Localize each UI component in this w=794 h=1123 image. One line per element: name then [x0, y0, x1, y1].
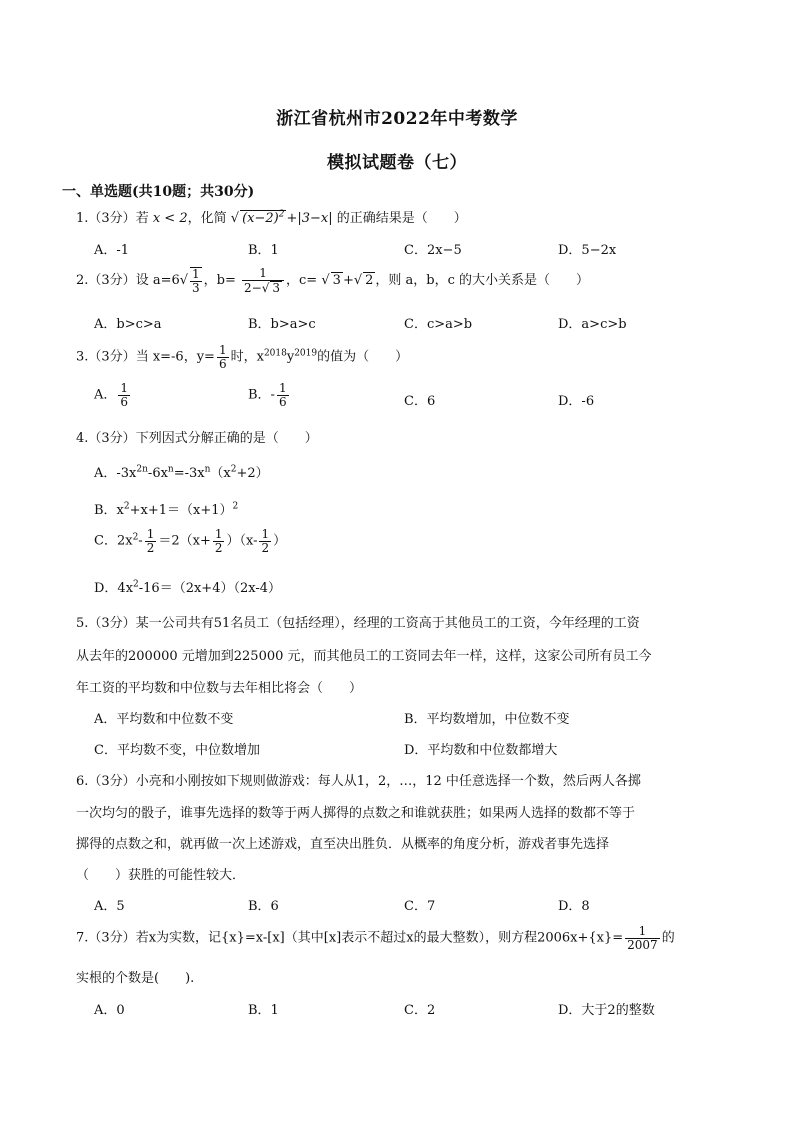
- q1-option-b[interactable]: B．1: [248, 243, 279, 258]
- option-text: D．4x: [94, 581, 134, 596]
- question-number: 3.: [76, 349, 89, 365]
- question-number: 1.: [76, 211, 89, 226]
- q5-option-d[interactable]: D．平均数和中位数都增大: [404, 743, 558, 758]
- question-4: [76, 427, 318, 446]
- option-text: +2）: [236, 466, 269, 481]
- denominator: 2007: [627, 937, 658, 952]
- exponent: n: [204, 464, 211, 475]
- option-fraction: [277, 382, 289, 408]
- numerator: 1: [261, 527, 270, 541]
- question-2: [76, 267, 589, 294]
- option-text: C．2x: [94, 533, 133, 549]
- question-score: （3分）: [88, 774, 136, 789]
- q1-condition: x < 2: [152, 211, 188, 226]
- question-score: （3分）: [88, 616, 136, 631]
- exponent: 2: [123, 501, 130, 512]
- radical-sign: √: [321, 273, 330, 289]
- question-number: 7.: [76, 930, 89, 946]
- option-text: ＝2（x+: [158, 533, 211, 549]
- q6-option-a[interactable]: A．5: [94, 899, 125, 914]
- radical-sign: √: [353, 273, 363, 289]
- q6-line-4: （ ）获胜的可能性较大．: [76, 868, 246, 883]
- option-fraction: [213, 528, 225, 554]
- q5-line-2: 从去年的200000 元增加到225000 元，而其他员工的工资同去年一样，这样，这家公司所有员工今: [76, 649, 652, 664]
- q4-option-a[interactable]: [94, 462, 269, 481]
- question-number: 5.: [76, 616, 89, 631]
- exponent: 2n: [136, 464, 148, 475]
- q1-radicand: [240, 210, 286, 226]
- numerator: 1: [192, 267, 200, 281]
- q6-option-d[interactable]: D．8: [558, 899, 590, 914]
- exponent: 2: [232, 501, 239, 512]
- exponent: 2: [278, 209, 285, 220]
- denominator: 6: [120, 394, 129, 409]
- q3-text: y: [286, 349, 295, 365]
- question-score: （3分）: [88, 431, 136, 446]
- q4-option-c[interactable]: [94, 528, 286, 554]
- q1-text: 的正确结果是（ ）: [336, 211, 467, 226]
- option-text: ）: [273, 533, 287, 549]
- option-fraction: [145, 528, 157, 554]
- q5-option-a[interactable]: A．平均数和中位数不变: [94, 712, 234, 727]
- exponent: 2: [133, 579, 139, 590]
- q5-option-b[interactable]: B．平均数增加，中位数不变: [404, 712, 570, 727]
- question-number: 4.: [76, 431, 89, 446]
- plus-sign: +: [342, 273, 354, 289]
- q6-text: 小亮和小刚按如下规则做游戏：每人从1，2，…，12 中任意选择一个数，然后两人各掷: [135, 774, 641, 789]
- option-label: B．-: [248, 387, 275, 403]
- question-score: （3分）: [88, 273, 136, 289]
- q3-option-d[interactable]: D．-6: [558, 394, 595, 409]
- option-text: -6x: [147, 466, 168, 481]
- numerator: 1: [214, 527, 223, 541]
- q7-fraction: [625, 925, 660, 951]
- q4-option-d[interactable]: [94, 577, 281, 596]
- radical-sign: √: [179, 273, 189, 289]
- numerator: 1: [218, 343, 227, 357]
- q2-option-b[interactable]: B．b>a>c: [248, 317, 316, 332]
- radicand: 3: [272, 280, 281, 295]
- q5-option-c[interactable]: C．平均数不变，中位数增加: [94, 743, 260, 758]
- q4-option-b[interactable]: [94, 499, 238, 518]
- q6-option-b[interactable]: B．6: [248, 899, 279, 914]
- q1-option-d[interactable]: D．5−2x: [558, 243, 617, 258]
- question-1: [76, 207, 467, 226]
- q1-text: ，化简: [187, 211, 227, 226]
- exponent: 2019: [294, 348, 318, 359]
- radicand: 3: [332, 273, 341, 289]
- q5-line-3: 年工资的平均数和中位数与去年相比将会（ ）: [76, 681, 363, 696]
- option-fraction: [118, 382, 130, 408]
- q7-option-c[interactable]: C．2: [404, 1003, 436, 1018]
- q4-text: 下列因式分解正确的是（ ）: [135, 431, 318, 446]
- numerator: 1: [146, 527, 155, 541]
- q3-text: 当 x=-6，y=: [135, 349, 215, 365]
- exponent: 2018: [263, 348, 287, 359]
- q1-option-c[interactable]: C．2x−5: [404, 243, 462, 258]
- denominator: 6: [218, 356, 227, 371]
- q2-text: ，c=: [286, 273, 318, 289]
- q1-option-a[interactable]: A．-1: [94, 243, 130, 258]
- q6-line-2: 一次均匀的骰子，谁事先选择的数等于两人掷得的点数之和谁就获胜；如果两人选择的数都不等于: [76, 806, 636, 821]
- radical-sign: √: [230, 211, 240, 226]
- q2-b-fraction: [242, 267, 284, 294]
- option-text: +x+1＝（x+1）: [129, 503, 233, 518]
- option-text: -: [138, 533, 143, 549]
- q3-text: 的值为（ ）: [317, 349, 409, 365]
- denominator: 6: [278, 394, 287, 409]
- question-score: （3分）: [88, 211, 136, 226]
- q2-text: ，则 a，b，c 的大小关系是（ ）: [375, 273, 590, 289]
- q3-option-c[interactable]: C．6: [404, 394, 436, 409]
- q2-option-d[interactable]: D．a>c>b: [558, 317, 627, 332]
- denominator: 2: [261, 540, 270, 555]
- q7-option-d[interactable]: D．大于2的整数: [558, 1003, 655, 1018]
- denominator-text: 2−: [244, 280, 262, 295]
- q1-text: 若: [135, 211, 149, 226]
- question-5: [76, 612, 640, 631]
- section-heading: 一、单选题(共10题；共30分): [62, 184, 255, 200]
- option-label: A．: [94, 387, 117, 403]
- question-3: [76, 344, 408, 370]
- numerator: 1: [120, 381, 129, 395]
- q1-abs-term: +|3−x|: [286, 211, 333, 226]
- numerator: 1: [242, 267, 284, 281]
- numerator: 1: [278, 381, 287, 395]
- question-number: 6.: [76, 774, 89, 789]
- option-text: B．x: [94, 503, 124, 518]
- q7-text: 若x为实数，记{x}=x-[x]（其中[x]表示不超过x的最大整数），则方程2006x+{x}=: [135, 930, 624, 946]
- option-text: A．-3x: [94, 466, 137, 481]
- paper-title: 浙江省杭州市2022年中考数学: [276, 109, 518, 129]
- option-fraction: [259, 528, 271, 554]
- q2-text: 设 a=6: [135, 273, 180, 289]
- numerator: 1: [625, 925, 660, 939]
- radicand-text: (x−2): [242, 211, 279, 226]
- q2-a-fraction: [190, 267, 202, 294]
- denominator: 2: [146, 540, 155, 555]
- q2-text: ，b=: [203, 273, 236, 289]
- q3-option-a[interactable]: [94, 382, 132, 408]
- q3-y-fraction: [217, 344, 229, 370]
- q7-option-a[interactable]: A．0: [94, 1003, 125, 1018]
- q7-line-2: 实根的个数是( ).: [76, 971, 195, 986]
- question-7: [76, 925, 675, 951]
- denominator: 3: [192, 280, 200, 295]
- q2-option-c[interactable]: C．c>a>b: [404, 317, 473, 332]
- q6-option-c[interactable]: C．7: [404, 899, 436, 914]
- q2-option-a[interactable]: A．b>c>a: [94, 317, 162, 332]
- question-6: [76, 770, 641, 789]
- option-text: （x: [210, 466, 231, 481]
- q7-text: 的: [661, 930, 675, 946]
- q3-option-b[interactable]: [248, 382, 291, 408]
- q3-text: 时，x: [230, 349, 264, 365]
- question-number: 2.: [76, 273, 89, 289]
- question-score: （3分）: [88, 349, 136, 365]
- denominator: 2: [214, 540, 223, 555]
- option-text: =-3x: [173, 466, 205, 481]
- exponent: 2: [230, 464, 237, 475]
- q7-option-b[interactable]: B．1: [248, 1003, 279, 1018]
- radical-sign: √: [261, 280, 270, 295]
- option-text: ）（x-: [226, 533, 258, 549]
- question-score: （3分）: [88, 930, 136, 946]
- q5-text: 某一公司共有51名员工（包括经理），经理的工资高于其他员工的工资，今年经理的工资: [135, 616, 640, 631]
- exponent: 2: [132, 532, 139, 543]
- option-text: -16＝（2x+4）（2x-4）: [138, 581, 282, 596]
- paper-subtitle: 模拟试题卷（七）: [327, 153, 467, 173]
- denominator: [242, 281, 284, 295]
- q6-line-3: 掷得的点数之和，就再做一次上述游戏，直至决出胜负．从概率的角度分析，游戏者事先选择: [76, 837, 610, 852]
- exponent: n: [167, 464, 174, 475]
- radicand: 2: [365, 273, 374, 289]
